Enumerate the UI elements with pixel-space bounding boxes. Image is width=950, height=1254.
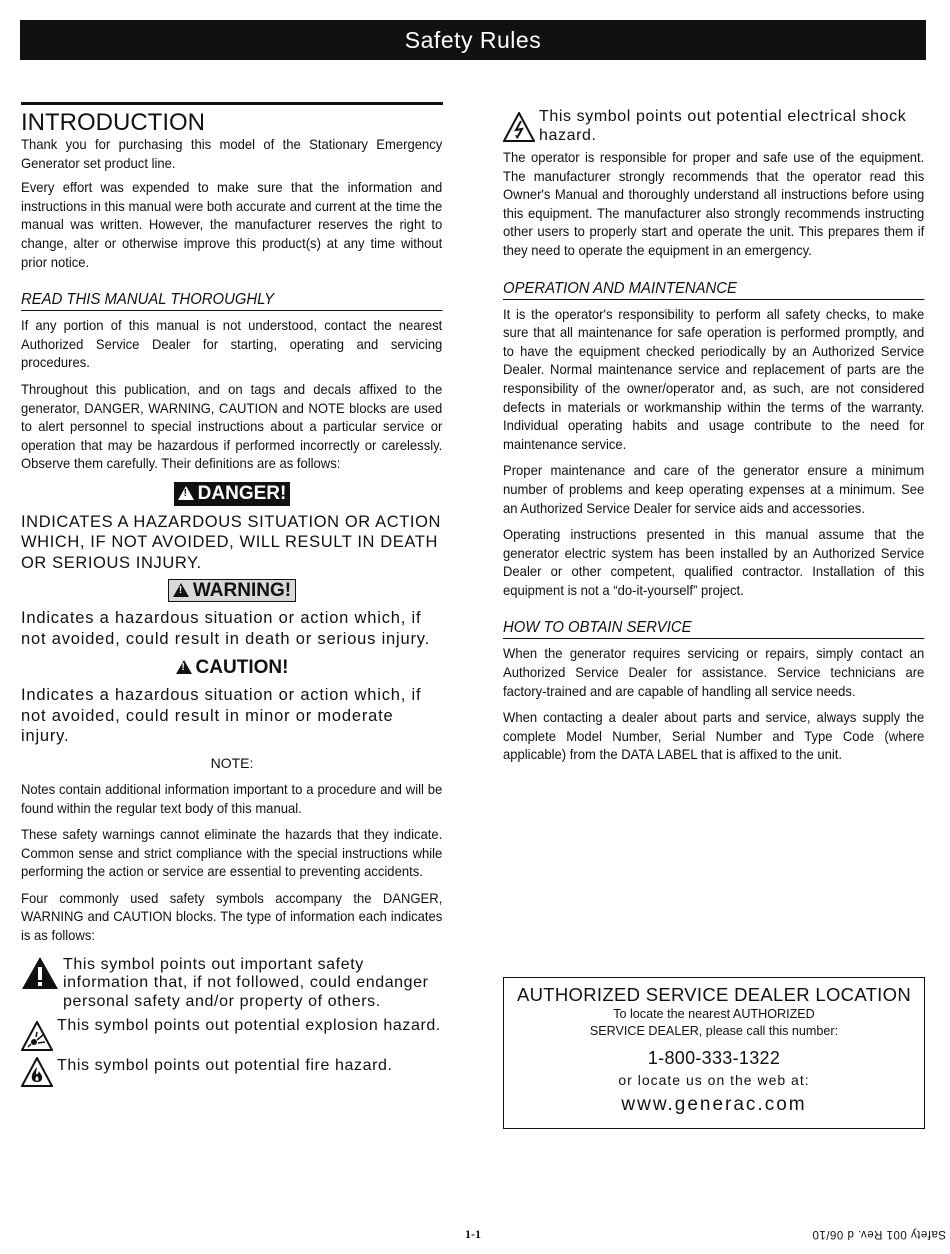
danger-triangle-icon: ! bbox=[178, 486, 194, 500]
read-manual-heading: READ THIS MANUAL THOROUGHLY bbox=[21, 290, 442, 311]
symbol-row bbox=[21, 956, 443, 1012]
section-rule bbox=[21, 102, 443, 105]
dealer-web-label: or locate us on the web at: bbox=[618, 1072, 810, 1088]
warning-badge bbox=[168, 579, 296, 602]
note-paragraph-1: Notes contain additional information important to a procedure and will be found within the regular text body of this manual. bbox=[21, 781, 443, 816]
symbol-text: This symbol points out potential explosion hazard. bbox=[57, 1017, 441, 1035]
caution-text: Indicates a hazardous situation or action which, if not avoided, could result in minor or moderate injury. bbox=[21, 686, 422, 746]
warning-block bbox=[21, 579, 443, 602]
shock-paragraph: The operator is responsible for proper and safe use of the equipment. The manufacturer strongly recommends that the operator read this Owner's Manual and thoroughly understand all instructions before using this equipment. The manufacturer also strongly recommends instructing other users to properly start and operate the unit. This prepares them if they need to operate the equipment in an emergency. bbox=[503, 150, 925, 258]
dealer-subtitle-2: SERVICE DEALER, please call this number: bbox=[589, 1024, 839, 1038]
service-paragraph-2: When contacting a dealer about parts and service, always supply the complete Model Number, Serial Number and Type Code (where applicable) from the DATA LABEL that is affixed to the unit. bbox=[503, 710, 925, 763]
obtain-service-heading: HOW TO OBTAIN SERVICE bbox=[503, 618, 924, 639]
danger-text: INDICATES A HAZARDOUS SITUATION OR ACTION WHICH, IF NOT AVOIDED, WILL RESULT IN DEATH OR SERIOUS INJURY. bbox=[21, 512, 442, 572]
warning-label: WARNING! bbox=[192, 580, 292, 602]
intro-paragraph-1: Thank you for purchasing this model of the Stationary Emergency Generator set product line. bbox=[21, 137, 443, 171]
explosion-hazard-icon bbox=[21, 1021, 53, 1051]
caution-badge bbox=[176, 657, 289, 679]
service-paragraph-1: When the generator requires servicing or repairs, simply contact an Authorized Service Dealer for assistance. Service technicians are factory-trained and are capable of handling all service needs. bbox=[503, 646, 925, 699]
warning-text: Indicates a hazardous situation or action which, if not avoided, could result in death or serious injury. bbox=[21, 609, 430, 648]
page-title: Safety Rules bbox=[404, 27, 542, 53]
fire-hazard-icon bbox=[21, 1057, 53, 1087]
document-code: Safety 001 Rev. d 06/10 bbox=[812, 1228, 947, 1240]
symbol-text: This symbol points out potential fire hazard. bbox=[57, 1057, 393, 1075]
note-label: NOTE: bbox=[210, 754, 254, 771]
read-paragraph-2: Throughout this publication, and on tags and decals affixed to the generator, DANGER, WARNING, CAUTION and NOTE blocks are used to alert personnel to special instructions about a particular service or operation that may be hazardous if performed incorrectly or carelessly. Observe them carefully. Their definitions are as follows: bbox=[21, 381, 443, 472]
caution-label: CAUTION! bbox=[195, 657, 289, 679]
symbol-text: This symbol points out potential electrical shock hazard. bbox=[539, 108, 907, 144]
note-paragraph-3: Four commonly used safety symbols accompany the DANGER, WARNING and CAUTION blocks. The type of information each indicates is as follows: bbox=[21, 890, 443, 944]
warning-triangle-icon: ! bbox=[173, 583, 189, 597]
page-header bbox=[20, 20, 926, 60]
intro-paragraph-2: Every effort was expended to make sure that the information and instructions in this manual were both accurate and current at the time the manual was written. However, the manufacturer reserves the right to change, alter or otherwise improve this product(s) at any time without prior notice. bbox=[21, 180, 443, 270]
exclamation-warning-icon bbox=[21, 956, 59, 990]
danger-block bbox=[21, 482, 443, 506]
operation-maintenance-heading: OPERATION AND MAINTENANCE bbox=[503, 279, 924, 300]
right-column bbox=[503, 102, 925, 773]
symbol-text: This symbol points out important safety information that, if not followed, could endanger personal safety and/or property of others. bbox=[63, 955, 429, 1010]
danger-badge bbox=[174, 482, 291, 506]
symbol-row bbox=[21, 1057, 443, 1087]
electrical-shock-icon bbox=[503, 112, 535, 142]
left-column bbox=[21, 102, 443, 1091]
operation-paragraph-3: Operating instructions presented in this manual assume that the generator electric system has been installed by an Authorized Service Dealer or other competent, qualified contractor. Installation of this equipment is not a “do-it-yourself” project. bbox=[503, 527, 925, 598]
symbol-row bbox=[21, 1017, 443, 1051]
caution-triangle-icon: ! bbox=[176, 660, 192, 674]
intro-heading: INTRODUCTION bbox=[21, 109, 205, 136]
dealer-title: AUTHORIZED SERVICE DEALER LOCATION bbox=[517, 984, 911, 1005]
dealer-phone: 1-800-333-1322 bbox=[647, 1048, 781, 1068]
operation-paragraph-2: Proper maintenance and care of the generator ensure a minimum number of problems and keep operating expenses at a minimum. See an Authorized Service Dealer for service aids and accessories. bbox=[503, 463, 925, 516]
dealer-location-box bbox=[503, 977, 925, 1129]
caution-block bbox=[21, 657, 443, 679]
operation-paragraph-1: It is the operator's responsibility to perform all safety checks, to make sure that all maintenance for safe operation is performed promptly, and to have the equipment checked periodically by an Authorized Service Dealer. Normal maintenance service and replacement of parts are the responsibility of the owner/operator and, as such, are not considered defects in materials or workmanship within the terms of the warranty. Individual operating habits and usage contribute to the need for maintenance service. bbox=[503, 306, 925, 452]
page-number: 1-1 bbox=[465, 1227, 481, 1241]
danger-label: DANGER! bbox=[197, 482, 287, 504]
dealer-url: www.generac.com bbox=[621, 1094, 807, 1115]
dealer-subtitle-1: To locate the nearest AUTHORIZED bbox=[613, 1007, 815, 1021]
note-paragraph-2: These safety warnings cannot eliminate the hazards that they indicate. Common sense and strict compliance with the special instructions while performing the action or service are essential to preventing accidents. bbox=[21, 827, 443, 880]
read-paragraph-1: If any portion of this manual is not understood, contact the nearest Authorized Service Dealer for starting, operating and servicing procedures. bbox=[21, 318, 443, 371]
symbol-row bbox=[503, 108, 925, 145]
